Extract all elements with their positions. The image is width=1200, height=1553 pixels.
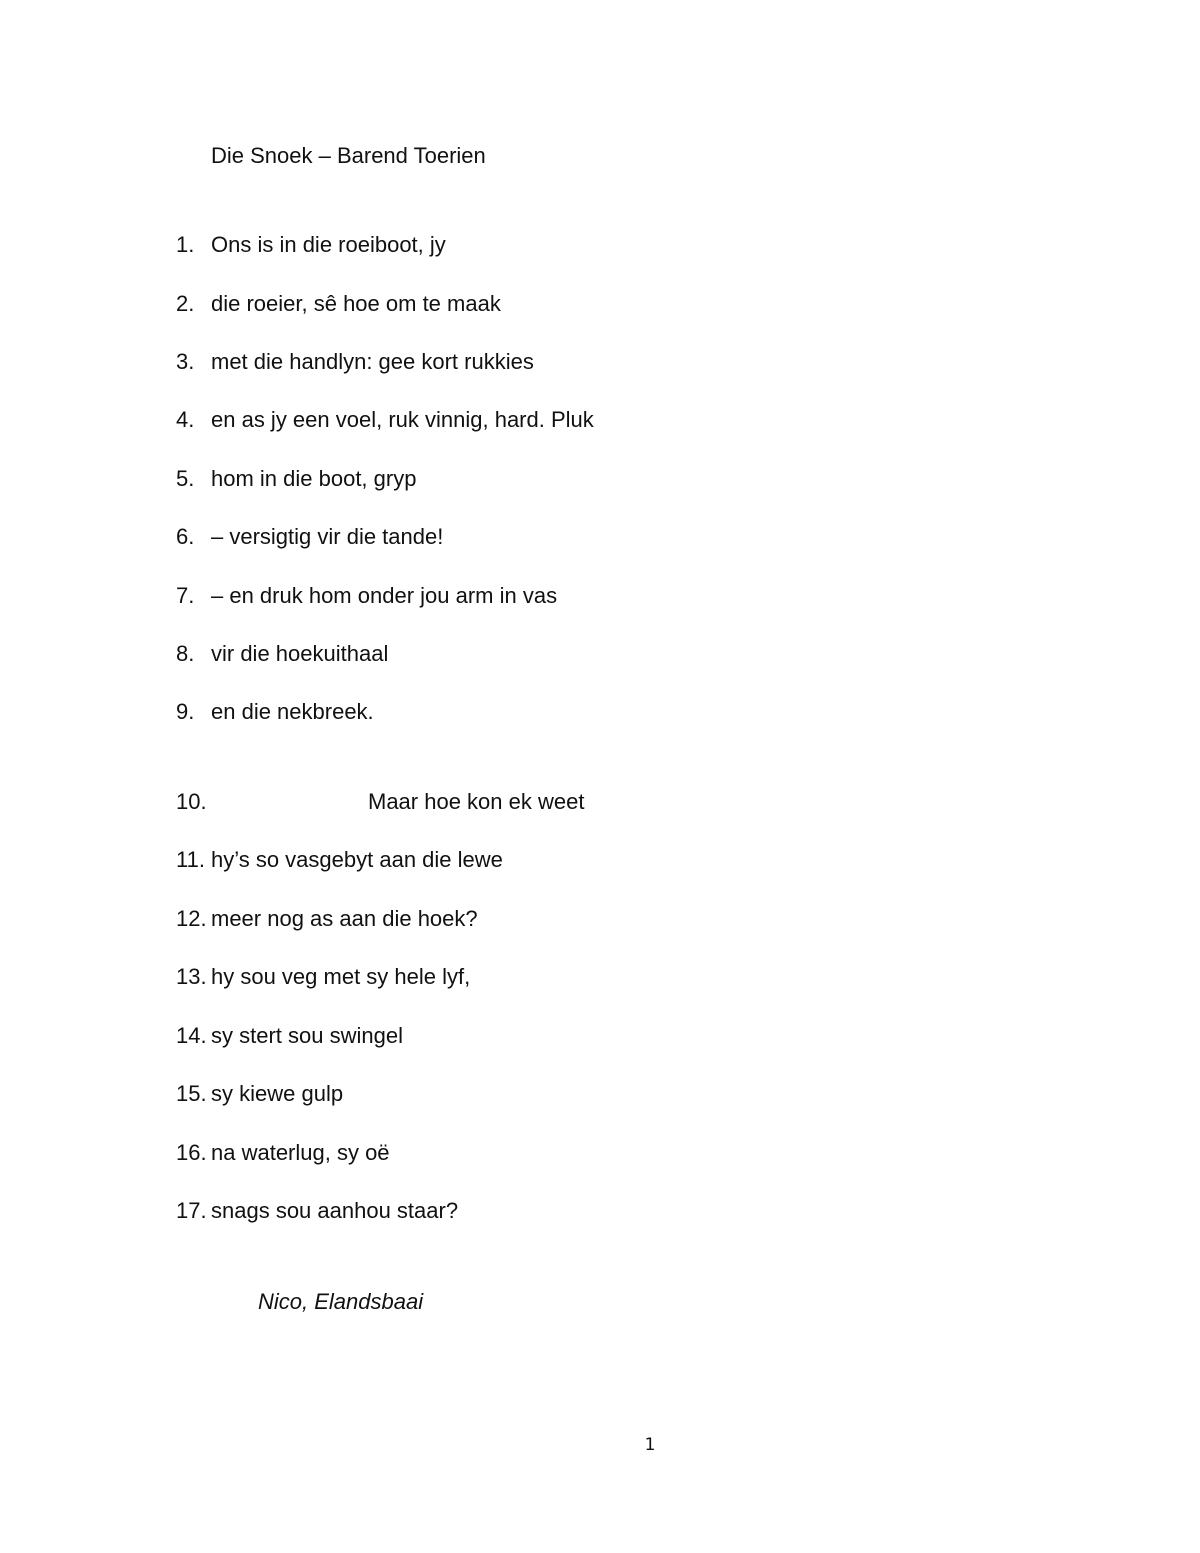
line-text: meer nog as aan die hoek?	[211, 906, 478, 931]
line-number: 7.	[176, 583, 195, 608]
line-text: Ons is in die roeiboot, jy	[211, 232, 446, 257]
line-text: sy stert sou swingel	[211, 1023, 403, 1048]
line-text: vir die hoekuithaal	[211, 641, 389, 666]
line-text: en die nekbreek.	[211, 699, 374, 724]
poem-title: Die Snoek – Barend Toerien	[211, 143, 486, 168]
line-text: die roeier, sê hoe om te maak	[211, 291, 501, 316]
line-number: 8.	[176, 641, 195, 666]
line-number: 17.	[176, 1198, 207, 1223]
line-number: 15.	[176, 1081, 207, 1106]
page-number: 1	[644, 1435, 656, 1455]
line-text: met die handlyn: gee kort rukkies	[211, 349, 534, 374]
line-number: 11.	[176, 847, 205, 872]
line-number: 6.	[176, 524, 195, 549]
line-text: hy’s so vasgebyt aan die lewe	[211, 847, 503, 872]
line-number: 4.	[176, 407, 195, 432]
line-text: – versigtig vir die tande!	[211, 524, 444, 549]
line-text: sy kiewe gulp	[211, 1081, 344, 1106]
line-number: 5.	[176, 466, 195, 491]
line-number: 12.	[176, 906, 207, 931]
line-number: 13.	[176, 964, 207, 989]
line-number: 1.	[176, 232, 195, 257]
line-number: 10.	[176, 789, 207, 814]
line-text: snags sou aanhou staar?	[211, 1198, 459, 1223]
line-number: 16.	[176, 1140, 207, 1165]
line-number: 14.	[176, 1023, 207, 1048]
line-text: hom in die boot, gryp	[211, 466, 417, 491]
line-text: hy sou veg met sy hele lyf,	[211, 964, 471, 989]
line-number: 9.	[176, 699, 195, 724]
line-number: 2.	[176, 291, 195, 316]
line-text: en as jy een voel, ruk vinnig, hard. Pluk	[211, 407, 594, 432]
line-text: – en druk hom onder jou arm in vas	[211, 583, 558, 608]
line-text: na waterlug, sy oë	[211, 1140, 390, 1165]
line-text: Maar hoe kon ek weet	[368, 789, 585, 814]
line-number: 3.	[176, 349, 195, 374]
author-signature: Nico, Elandsbaai	[258, 1289, 424, 1314]
